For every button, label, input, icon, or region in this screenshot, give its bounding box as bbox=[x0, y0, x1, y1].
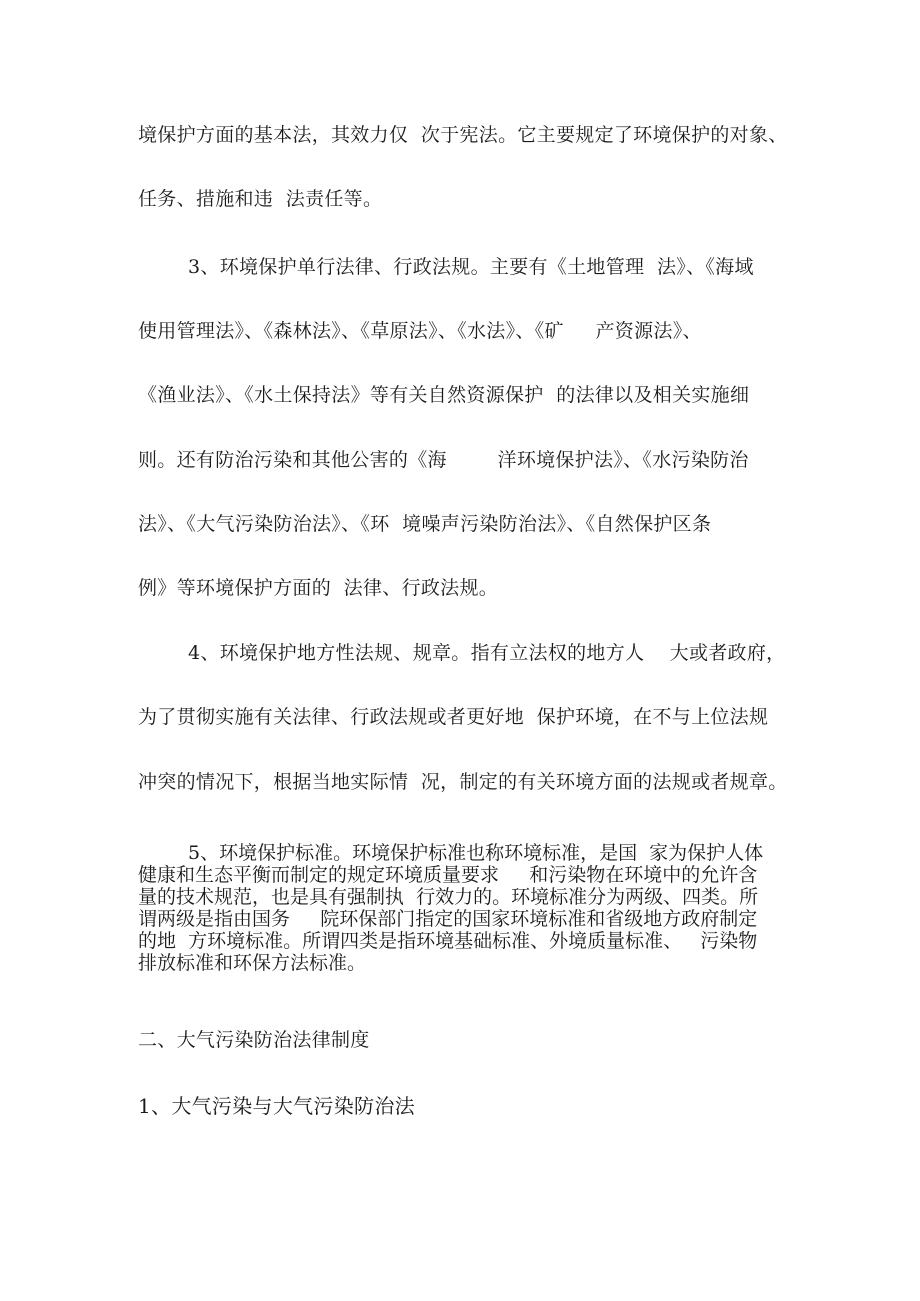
paragraph-5 bbox=[138, 842, 788, 974]
paragraph-1-line-1: 境保护方面的基本法，其效力仅 次于宪法。它主要规定了环境保护的对象、 bbox=[138, 124, 788, 146]
paragraph-3-line-1: 3、环境保护单行法律、行政法规。主要有《土地管理 法》、《海域 bbox=[188, 256, 754, 278]
paragraph-5-line-3: 量的技术规范，也是具有强制执 行效力的。环境标准分为两级、四类。所 bbox=[138, 886, 759, 908]
paragraph-5-line-6: 排放标准和环保方法标准。 bbox=[138, 952, 367, 974]
paragraph-4-line-2: 为了贯彻实施有关法律、行政法规或者更好地 保护环境，在不与上位法规 bbox=[138, 706, 769, 728]
paragraph-4-line-1: 4、环境保护地方性法规、规章。指有立法权的地方人 大或者政府， bbox=[188, 642, 786, 664]
paragraph-5-line-1: 5、环境保护标准。环境保护标准也称环境标准，是国 家为保护人体 bbox=[188, 842, 764, 864]
paragraph-5-line-5: 的地 方环境标准。所谓四类是指环境基础标准、外境质量标准、 污染物 bbox=[138, 930, 758, 952]
paragraph-3-line-2: 使用管理法》、《森林法》、《草原法》、《水法》、《矿 产资源法》、 bbox=[138, 320, 702, 342]
paragraph-5-line-4: 谓两级是指由国务 院环保部门指定的国家环境标准和省级地方政府制定 bbox=[138, 908, 758, 930]
paragraph-5-line-2: 健康和生态平衡而制定的规定环境质量要求 和污染物在环境中的允许含 bbox=[138, 864, 758, 886]
section-heading-air-pollution-law: 二、大气污染防治法律制度 bbox=[138, 1029, 370, 1051]
paragraph-3-line-6: 例》等环境保护方面的 法律、行政法规。 bbox=[138, 577, 499, 599]
paragraph-3-line-3: 《渔业法》、《水土保持法》等有关自然资源保护 的法律以及相关实施细 bbox=[138, 384, 750, 406]
paragraph-4-line-3: 冲突的情况下，根据当地实际情 况，制定的有关环境方面的法规或者规章。 bbox=[138, 771, 788, 793]
paragraph-3-line-4: 则。还有防治污染和其他公害的《海 洋环境保护法》、《水污染防治 bbox=[138, 449, 749, 471]
subsection-heading-air-pollution: 1、大气污染与大气污染防治法 bbox=[138, 1094, 415, 1118]
paragraph-3-line-5: 法》、《大气污染防治法》、《环 境噪声污染防治法》、《自然保护区条 bbox=[138, 513, 712, 535]
paragraph-1-line-2: 任务、措施和违 法责任等。 bbox=[138, 188, 383, 210]
